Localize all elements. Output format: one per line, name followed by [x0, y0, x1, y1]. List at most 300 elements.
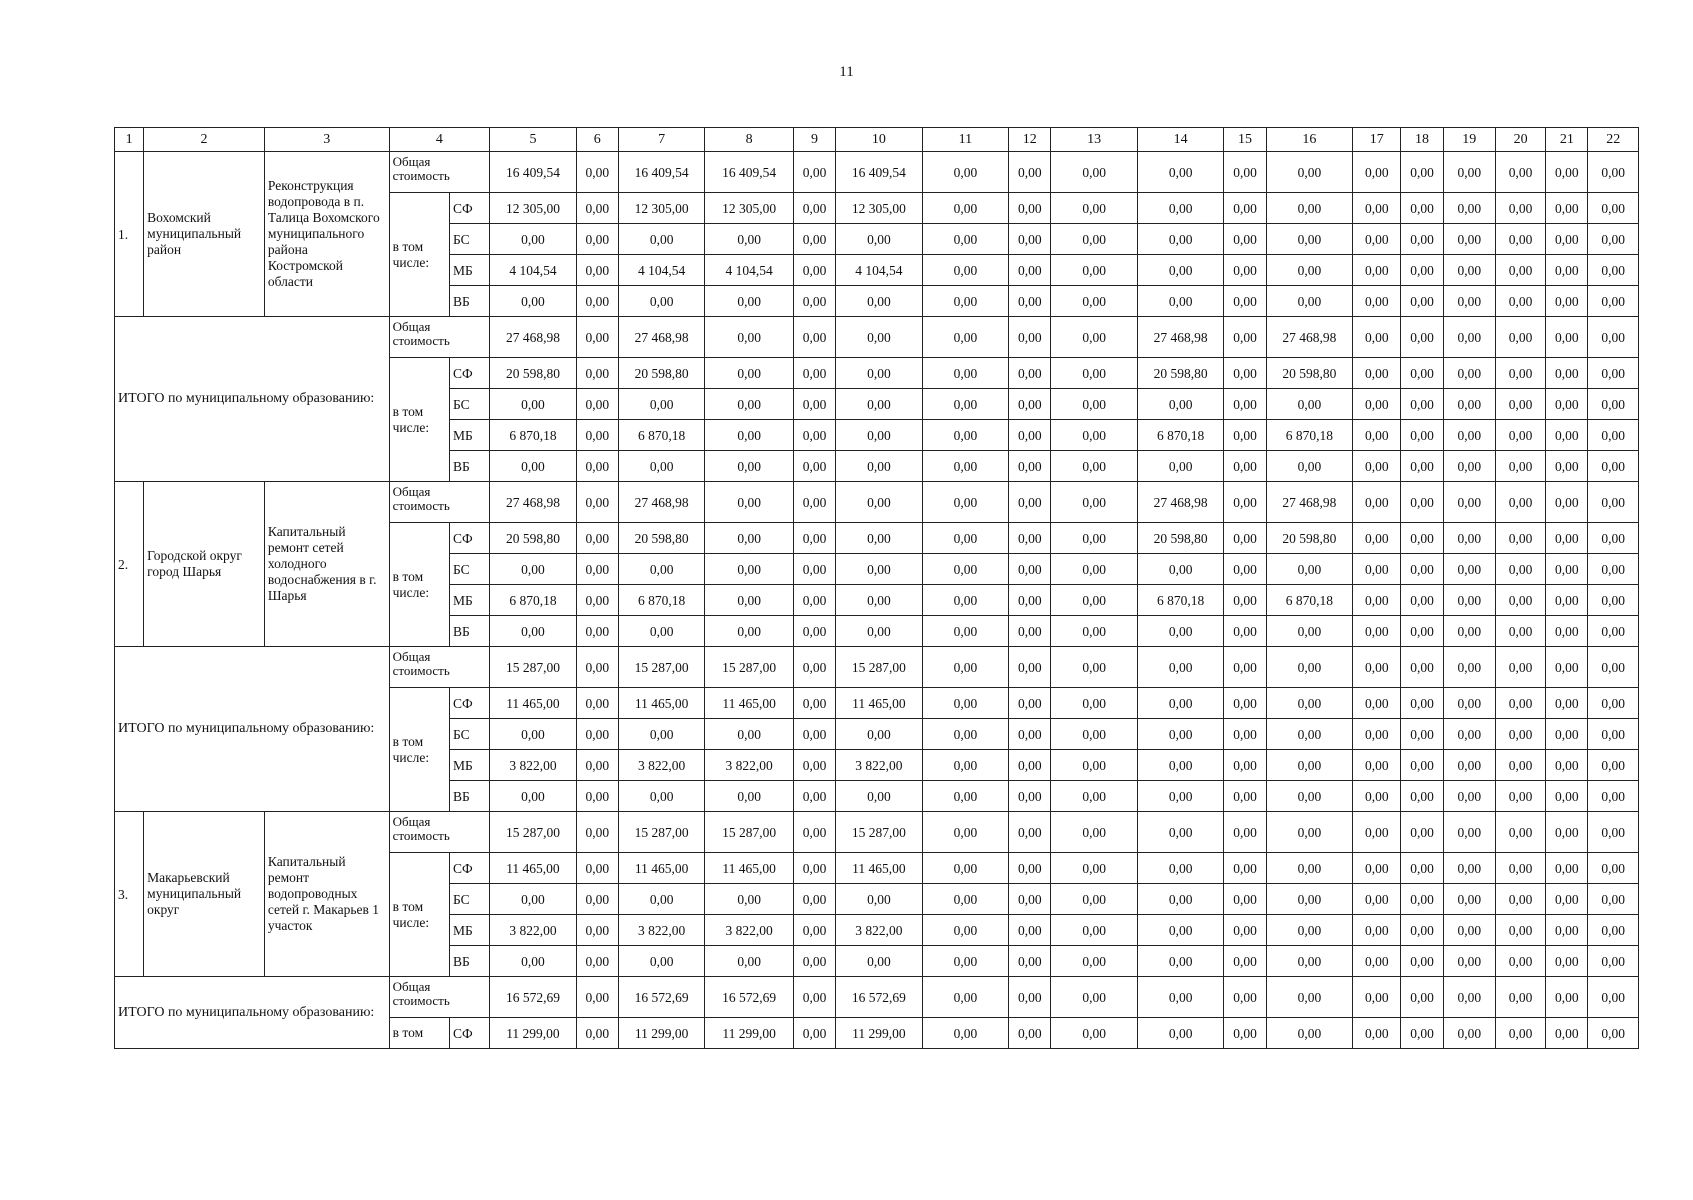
value-cell: 0,00 [922, 358, 1009, 389]
value-cell: 0,00 [793, 358, 835, 389]
value-cell: 0,00 [1495, 1018, 1545, 1049]
value-cell: 0,00 [1224, 853, 1266, 884]
value-cell: 0,00 [1009, 750, 1051, 781]
value-cell: 0,00 [618, 616, 705, 647]
value-cell: 0,00 [1401, 812, 1443, 853]
value-cell: 0,00 [618, 224, 705, 255]
value-cell: 0,00 [705, 781, 794, 812]
funding-source: БС [449, 554, 489, 585]
value-cell: 0,00 [793, 915, 835, 946]
value-cell: 0,00 [1009, 420, 1051, 451]
value-cell: 0,00 [793, 688, 835, 719]
value-cell: 0,00 [1546, 853, 1588, 884]
value-cell: 0,00 [1401, 719, 1443, 750]
value-cell: 0,00 [1495, 389, 1545, 420]
value-cell: 0,00 [1224, 358, 1266, 389]
value-cell: 20 598,80 [1266, 523, 1353, 554]
value-cell: 0,00 [1009, 884, 1051, 915]
value-cell: 16 409,54 [618, 152, 705, 193]
value-cell: 0,00 [1588, 451, 1639, 482]
value-cell: 0,00 [1495, 616, 1545, 647]
header-cell: 8 [705, 128, 794, 152]
value-cell: 0,00 [1495, 152, 1545, 193]
value-cell: 0,00 [1051, 554, 1138, 585]
value-cell: 0,00 [1224, 688, 1266, 719]
including-label: в том числе: [389, 193, 449, 317]
funding-source: СФ [449, 1018, 489, 1049]
value-cell: 0,00 [793, 946, 835, 977]
funding-source: МБ [449, 255, 489, 286]
value-cell: 0,00 [576, 554, 618, 585]
value-cell: 0,00 [618, 946, 705, 977]
value-cell: 27 468,98 [1266, 482, 1353, 523]
value-cell: 12 305,00 [836, 193, 923, 224]
value-cell: 0,00 [1266, 389, 1353, 420]
value-cell: 0,00 [1009, 554, 1051, 585]
value-cell: 27 468,98 [490, 482, 577, 523]
value-cell: 0,00 [793, 781, 835, 812]
value-cell: 11 465,00 [490, 688, 577, 719]
value-cell: 0,00 [922, 554, 1009, 585]
value-cell: 0,00 [1546, 523, 1588, 554]
header-cell: 13 [1051, 128, 1138, 152]
value-cell: 0,00 [1009, 915, 1051, 946]
value-cell: 0,00 [1009, 647, 1051, 688]
value-cell: 0,00 [1224, 750, 1266, 781]
value-cell: 0,00 [1546, 482, 1588, 523]
value-cell: 15 287,00 [836, 647, 923, 688]
value-cell: 0,00 [1224, 451, 1266, 482]
value-cell: 0,00 [1009, 152, 1051, 193]
value-cell: 0,00 [1137, 812, 1224, 853]
value-cell: 0,00 [1009, 719, 1051, 750]
value-cell: 0,00 [836, 420, 923, 451]
header-cell: 5 [490, 128, 577, 152]
value-cell: 0,00 [576, 358, 618, 389]
value-cell: 0,00 [1051, 688, 1138, 719]
value-cell: 0,00 [1443, 255, 1495, 286]
value-cell: 0,00 [618, 719, 705, 750]
value-cell: 0,00 [1009, 946, 1051, 977]
value-cell: 0,00 [793, 719, 835, 750]
value-cell: 16 409,54 [705, 152, 794, 193]
value-cell: 0,00 [1353, 152, 1401, 193]
including-label: в том числе: [389, 688, 449, 812]
value-cell: 0,00 [793, 193, 835, 224]
value-cell: 0,00 [1137, 977, 1224, 1018]
value-cell: 0,00 [1443, 482, 1495, 523]
value-cell: 0,00 [490, 946, 577, 977]
value-cell: 0,00 [1353, 812, 1401, 853]
value-cell: 11 465,00 [836, 688, 923, 719]
value-cell: 0,00 [1353, 224, 1401, 255]
value-cell: 0,00 [1495, 884, 1545, 915]
value-cell: 0,00 [1266, 812, 1353, 853]
value-cell: 0,00 [1401, 554, 1443, 585]
total-cost-label: Общая стоимость [389, 482, 490, 523]
value-cell: 0,00 [1224, 647, 1266, 688]
value-cell: 0,00 [1137, 853, 1224, 884]
value-cell: 20 598,80 [618, 523, 705, 554]
value-cell: 0,00 [1495, 358, 1545, 389]
value-cell: 0,00 [1546, 884, 1588, 915]
row-number: 1. [115, 152, 144, 317]
value-cell: 0,00 [576, 420, 618, 451]
value-cell: 0,00 [1401, 255, 1443, 286]
value-cell: 0,00 [1009, 451, 1051, 482]
value-cell: 0,00 [1353, 317, 1401, 358]
header-cell: 10 [836, 128, 923, 152]
value-cell: 12 305,00 [618, 193, 705, 224]
value-cell: 0,00 [1546, 224, 1588, 255]
value-cell: 0,00 [1137, 946, 1224, 977]
header-cell: 2 [144, 128, 265, 152]
value-cell: 0,00 [618, 286, 705, 317]
value-cell: 0,00 [1353, 255, 1401, 286]
value-cell: 0,00 [705, 585, 794, 616]
value-cell: 0,00 [576, 647, 618, 688]
itogo-label: ИТОГО по муниципальному образованию: [115, 647, 390, 812]
value-cell: 0,00 [922, 255, 1009, 286]
value-cell: 0,00 [1401, 1018, 1443, 1049]
value-cell: 0,00 [922, 853, 1009, 884]
value-cell: 0,00 [1401, 317, 1443, 358]
funding-source: МБ [449, 750, 489, 781]
value-cell: 0,00 [1443, 647, 1495, 688]
value-cell: 0,00 [922, 719, 1009, 750]
value-cell: 0,00 [1401, 781, 1443, 812]
funding-source: ВБ [449, 781, 489, 812]
value-cell: 0,00 [1224, 616, 1266, 647]
value-cell: 0,00 [836, 585, 923, 616]
value-cell: 0,00 [1588, 255, 1639, 286]
value-cell: 0,00 [576, 193, 618, 224]
value-cell: 16 572,69 [705, 977, 794, 1018]
value-cell: 0,00 [1401, 884, 1443, 915]
value-cell: 0,00 [1266, 781, 1353, 812]
municipality-name: Городской округ город Шарья [144, 482, 265, 647]
total-row [115, 977, 1639, 1018]
value-cell: 0,00 [1588, 193, 1639, 224]
funding-source: ВБ [449, 451, 489, 482]
value-cell: 0,00 [922, 523, 1009, 554]
total-cost-label: Общая стоимость [389, 647, 490, 688]
value-cell: 0,00 [490, 781, 577, 812]
value-cell: 3 822,00 [490, 750, 577, 781]
value-cell: 0,00 [793, 585, 835, 616]
value-cell: 0,00 [1137, 915, 1224, 946]
value-cell: 0,00 [1353, 750, 1401, 781]
row-number: 3. [115, 812, 144, 977]
value-cell: 0,00 [922, 977, 1009, 1018]
value-cell: 6 870,18 [1137, 585, 1224, 616]
value-cell: 0,00 [1588, 781, 1639, 812]
value-cell: 0,00 [1443, 358, 1495, 389]
value-cell: 0,00 [576, 812, 618, 853]
value-cell: 0,00 [705, 616, 794, 647]
value-cell: 6 870,18 [1266, 420, 1353, 451]
value-cell: 0,00 [1401, 647, 1443, 688]
funding-source: ВБ [449, 616, 489, 647]
value-cell: 0,00 [922, 482, 1009, 523]
value-cell: 0,00 [1009, 482, 1051, 523]
value-cell: 0,00 [1401, 688, 1443, 719]
value-cell: 0,00 [793, 647, 835, 688]
value-cell: 0,00 [1495, 420, 1545, 451]
value-cell: 0,00 [1495, 812, 1545, 853]
value-cell: 0,00 [1401, 358, 1443, 389]
value-cell: 0,00 [1443, 750, 1495, 781]
value-cell: 0,00 [1353, 884, 1401, 915]
value-cell: 11 465,00 [490, 853, 577, 884]
value-cell: 0,00 [1009, 224, 1051, 255]
value-cell: 0,00 [576, 389, 618, 420]
total-cost-label: Общая стоимость [389, 977, 490, 1018]
value-cell: 0,00 [1009, 1018, 1051, 1049]
value-cell: 0,00 [1137, 1018, 1224, 1049]
value-cell: 27 468,98 [1137, 482, 1224, 523]
value-cell: 0,00 [1546, 152, 1588, 193]
itogo-label: ИТОГО по муниципальному образованию: [115, 317, 390, 482]
value-cell: 0,00 [1137, 647, 1224, 688]
value-cell: 0,00 [1353, 482, 1401, 523]
value-cell: 0,00 [1495, 946, 1545, 977]
value-cell: 0,00 [1353, 647, 1401, 688]
funding-source: ВБ [449, 286, 489, 317]
value-cell: 0,00 [1009, 286, 1051, 317]
value-cell: 27 468,98 [490, 317, 577, 358]
value-cell: 0,00 [793, 523, 835, 554]
value-cell: 0,00 [490, 884, 577, 915]
value-cell: 0,00 [1224, 317, 1266, 358]
value-cell: 0,00 [793, 616, 835, 647]
value-cell: 0,00 [705, 317, 794, 358]
value-cell: 0,00 [1051, 482, 1138, 523]
value-cell: 0,00 [1443, 719, 1495, 750]
value-cell: 0,00 [1588, 286, 1639, 317]
value-cell: 15 287,00 [618, 647, 705, 688]
value-cell: 0,00 [1224, 915, 1266, 946]
value-cell: 0,00 [1546, 750, 1588, 781]
value-cell: 0,00 [1401, 193, 1443, 224]
value-cell: 16 409,54 [836, 152, 923, 193]
funding-source: МБ [449, 585, 489, 616]
value-cell: 3 822,00 [836, 750, 923, 781]
value-cell: 11 299,00 [490, 1018, 577, 1049]
total-cost-label: Общая стоимость [389, 317, 490, 358]
value-cell: 0,00 [1401, 616, 1443, 647]
value-cell: 0,00 [922, 585, 1009, 616]
value-cell: 12 305,00 [705, 193, 794, 224]
value-cell: 0,00 [1443, 977, 1495, 1018]
value-cell: 0,00 [1353, 915, 1401, 946]
value-cell: 0,00 [793, 1018, 835, 1049]
value-cell: 0,00 [1051, 853, 1138, 884]
value-cell: 0,00 [1588, 812, 1639, 853]
value-cell: 0,00 [836, 884, 923, 915]
value-cell: 0,00 [1051, 1018, 1138, 1049]
value-cell: 0,00 [1266, 719, 1353, 750]
value-cell: 0,00 [705, 884, 794, 915]
funding-source: МБ [449, 420, 489, 451]
funding-source: СФ [449, 358, 489, 389]
value-cell: 0,00 [1137, 781, 1224, 812]
value-cell: 0,00 [793, 420, 835, 451]
value-cell: 0,00 [1353, 1018, 1401, 1049]
value-cell: 0,00 [1401, 389, 1443, 420]
value-cell: 0,00 [1443, 915, 1495, 946]
value-cell: 0,00 [793, 853, 835, 884]
value-cell: 0,00 [793, 317, 835, 358]
value-cell: 0,00 [1137, 193, 1224, 224]
header-cell: 9 [793, 128, 835, 152]
value-cell: 0,00 [618, 884, 705, 915]
header-cell: 12 [1009, 128, 1051, 152]
value-cell: 0,00 [1353, 946, 1401, 977]
value-cell: 0,00 [1051, 451, 1138, 482]
value-cell: 0,00 [1051, 750, 1138, 781]
value-cell: 0,00 [1009, 812, 1051, 853]
value-cell: 0,00 [1588, 554, 1639, 585]
value-cell: 0,00 [490, 286, 577, 317]
value-cell: 0,00 [1266, 750, 1353, 781]
value-cell: 0,00 [836, 358, 923, 389]
value-cell: 0,00 [1266, 946, 1353, 977]
value-cell: 0,00 [836, 482, 923, 523]
value-cell: 0,00 [1224, 781, 1266, 812]
header-cell: 14 [1137, 128, 1224, 152]
header-cell: 18 [1401, 128, 1443, 152]
value-cell: 0,00 [1546, 286, 1588, 317]
value-cell: 0,00 [1546, 616, 1588, 647]
project-name: Реконструкция водопровода в п. Талица Вохомского муниципального района Костромской области [264, 152, 389, 317]
value-cell: 0,00 [1353, 420, 1401, 451]
value-cell: 0,00 [1588, 585, 1639, 616]
project-row [115, 812, 1639, 853]
value-cell: 11 465,00 [618, 853, 705, 884]
value-cell: 0,00 [793, 255, 835, 286]
value-cell: 0,00 [1495, 977, 1545, 1018]
value-cell: 0,00 [1266, 255, 1353, 286]
value-cell: 0,00 [1588, 977, 1639, 1018]
total-cost-label: Общая стоимость [389, 152, 490, 193]
value-cell: 0,00 [1401, 451, 1443, 482]
value-cell: 0,00 [490, 554, 577, 585]
value-cell: 0,00 [1051, 585, 1138, 616]
value-cell: 0,00 [922, 750, 1009, 781]
value-cell: 0,00 [922, 884, 1009, 915]
value-cell: 0,00 [1443, 1018, 1495, 1049]
funding-source: ВБ [449, 946, 489, 977]
value-cell: 0,00 [1443, 585, 1495, 616]
value-cell: 6 870,18 [618, 420, 705, 451]
value-cell: 0,00 [490, 224, 577, 255]
value-cell: 15 287,00 [705, 812, 794, 853]
value-cell: 0,00 [1588, 420, 1639, 451]
value-cell: 0,00 [1266, 853, 1353, 884]
value-cell: 4 104,54 [618, 255, 705, 286]
including-label: в том числе: [389, 853, 449, 977]
value-cell: 0,00 [1137, 255, 1224, 286]
funding-source: БС [449, 719, 489, 750]
value-cell: 0,00 [1401, 585, 1443, 616]
value-cell: 0,00 [1224, 482, 1266, 523]
value-cell: 0,00 [1588, 224, 1639, 255]
value-cell: 0,00 [1588, 389, 1639, 420]
value-cell: 0,00 [1546, 585, 1588, 616]
value-cell: 0,00 [1443, 853, 1495, 884]
value-cell: 0,00 [1588, 358, 1639, 389]
header-cell: 21 [1546, 128, 1588, 152]
value-cell: 0,00 [1224, 224, 1266, 255]
value-cell: 20 598,80 [490, 523, 577, 554]
value-cell: 0,00 [836, 224, 923, 255]
value-cell: 0,00 [1588, 523, 1639, 554]
value-cell: 0,00 [618, 451, 705, 482]
value-cell: 0,00 [1443, 523, 1495, 554]
value-cell: 0,00 [1224, 152, 1266, 193]
value-cell: 0,00 [922, 647, 1009, 688]
itogo-label: ИТОГО по муниципальному образованию: [115, 977, 390, 1049]
value-cell: 0,00 [1546, 358, 1588, 389]
value-cell: 27 468,98 [618, 482, 705, 523]
value-cell: 6 870,18 [1137, 420, 1224, 451]
value-cell: 0,00 [836, 523, 923, 554]
value-cell: 0,00 [1051, 977, 1138, 1018]
value-cell: 0,00 [922, 915, 1009, 946]
value-cell: 0,00 [1224, 286, 1266, 317]
value-cell: 0,00 [1353, 853, 1401, 884]
value-cell: 0,00 [490, 451, 577, 482]
value-cell: 6 870,18 [490, 420, 577, 451]
value-cell: 0,00 [1546, 420, 1588, 451]
value-cell: 0,00 [1588, 719, 1639, 750]
value-cell: 0,00 [793, 482, 835, 523]
value-cell: 0,00 [490, 389, 577, 420]
value-cell: 0,00 [1401, 523, 1443, 554]
value-cell: 0,00 [1224, 719, 1266, 750]
value-cell: 0,00 [1443, 554, 1495, 585]
funding-source: МБ [449, 915, 489, 946]
value-cell: 11 299,00 [705, 1018, 794, 1049]
value-cell: 0,00 [1443, 317, 1495, 358]
value-cell: 0,00 [922, 286, 1009, 317]
value-cell: 15 287,00 [618, 812, 705, 853]
header-cell: 19 [1443, 128, 1495, 152]
value-cell: 0,00 [1546, 915, 1588, 946]
value-cell: 0,00 [1588, 853, 1639, 884]
value-cell: 0,00 [1051, 193, 1138, 224]
value-cell: 0,00 [1266, 451, 1353, 482]
value-cell: 0,00 [576, 451, 618, 482]
value-cell: 0,00 [1353, 193, 1401, 224]
financing-table [114, 127, 1639, 1049]
value-cell: 0,00 [1495, 647, 1545, 688]
value-cell: 0,00 [793, 554, 835, 585]
value-cell: 0,00 [922, 317, 1009, 358]
value-cell: 0,00 [1009, 317, 1051, 358]
value-cell: 0,00 [705, 946, 794, 977]
value-cell: 0,00 [922, 420, 1009, 451]
value-cell: 0,00 [1266, 977, 1353, 1018]
value-cell: 0,00 [1546, 389, 1588, 420]
value-cell: 0,00 [1051, 719, 1138, 750]
value-cell: 0,00 [922, 946, 1009, 977]
value-cell: 0,00 [1353, 389, 1401, 420]
value-cell: 0,00 [1051, 224, 1138, 255]
value-cell: 15 287,00 [490, 812, 577, 853]
value-cell: 0,00 [1588, 884, 1639, 915]
